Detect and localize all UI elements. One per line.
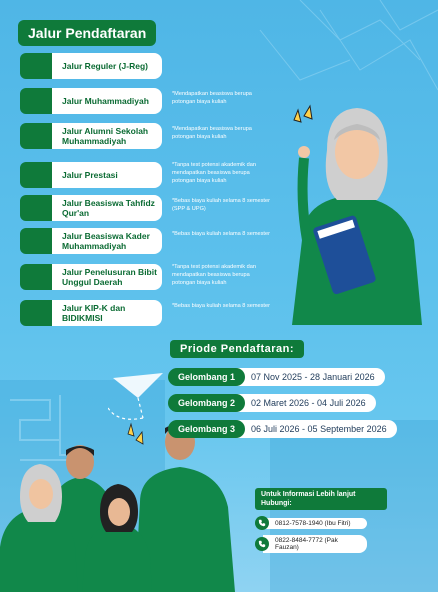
route-note: *Mendapatkan beasiswa berupa potongan biaya kuliah	[172, 126, 252, 140]
route-note: *Bebas biaya kuliah selama 8 semester (SPP & UPG)	[172, 198, 270, 212]
route-label: Jalur Beasiswa Tahfidz Qur'an	[52, 195, 162, 221]
route-note: *Bebas biaya kuliah selama 8 semester	[172, 303, 270, 309]
phone-icon	[255, 516, 269, 530]
students-group-photo	[0, 412, 260, 592]
route-label: Jalur Muhammadiyah	[52, 88, 162, 114]
page-title: Jalur Pendaftaran	[18, 20, 156, 46]
route-alumni	[20, 123, 252, 149]
wave-date: 06 Juli 2026 - 05 September 2026	[235, 420, 397, 438]
period-title: Priode Pendaftaran:	[170, 340, 304, 358]
route-reguler	[20, 53, 162, 79]
route-label: Jalur Reguler (J-Reg)	[52, 53, 162, 79]
route-prestasi	[20, 162, 256, 188]
wave-label: Gelombang 2	[168, 394, 245, 412]
route-label: Jalur KIP-K dan BIDIKMISI	[52, 300, 162, 326]
contact-1[interactable]	[255, 516, 367, 530]
route-label: Jalur Prestasi	[52, 162, 162, 188]
route-label: Jalur Beasiswa Kader Muhammadiyah	[52, 228, 162, 254]
wave-1	[168, 368, 385, 386]
wave-date: 02 Maret 2026 - 04 Juli 2026	[235, 394, 376, 412]
route-bibit-unggul	[20, 264, 256, 290]
contact-title: Untuk Informasi Lebih lanjut Hubungi:	[255, 488, 387, 510]
route-note: *Mendapatkan beasiswa berupa potongan biaya kuliah	[172, 91, 252, 105]
route-label: Jalur Penelusuran Bibit Unggul Daerah	[52, 264, 162, 290]
route-kip-k	[20, 300, 270, 326]
phone-icon	[255, 537, 269, 551]
route-tahfidz	[20, 195, 270, 221]
contact-number: 0812-7578-1940 (Ibu Fitri)	[263, 518, 367, 529]
route-kader	[20, 228, 270, 254]
route-muhammadiyah	[20, 88, 252, 114]
student-photo	[282, 90, 422, 325]
wave-date: 07 Nov 2025 - 28 Januari 2026	[235, 368, 385, 386]
route-note: *Tanpa test potensi akademik dan mendapatkan beasiswa berupa potongan biaya kuliah	[172, 264, 256, 286]
route-label: Jalur Alumni Sekolah Muhammadiyah	[52, 123, 162, 149]
route-note: *Bebas biaya kuliah selama 8 semester	[172, 231, 270, 237]
wave-2	[168, 394, 376, 412]
wave-3	[168, 420, 397, 438]
wave-label: Gelombang 3	[168, 420, 245, 438]
route-note: *Tanpa test potensi akademik dan mendapatkan beasiswa berupa potongan biaya kuliah	[172, 162, 256, 184]
contact-number: 0822-8484-7772 (Pak Fauzan)	[263, 535, 367, 553]
sparkle-icon	[128, 424, 143, 444]
contact-2[interactable]	[255, 537, 367, 551]
wave-label: Gelombang 1	[168, 368, 245, 386]
sparkle-icon	[294, 106, 312, 122]
